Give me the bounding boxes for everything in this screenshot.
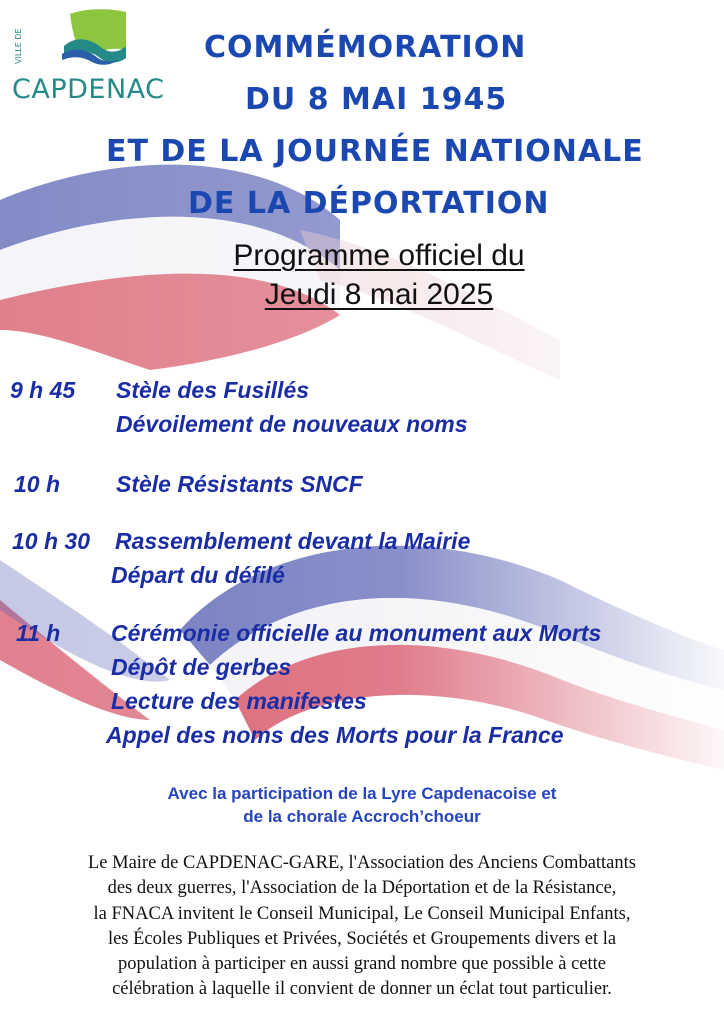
schedule-item: Stèle des Fusillés xyxy=(116,377,310,403)
participation-line-1: Avec la participation de la Lyre Capdenacoise et xyxy=(167,784,557,803)
invitation-line: les Écoles Publiques et Privées, Sociétés et Groupements divers et la xyxy=(107,928,617,949)
schedule-item: Lecture des manifestes xyxy=(111,688,367,714)
logo-small-text: VILLE DE xyxy=(14,28,23,64)
title-line-3: ET DE LA JOURNÉE NATIONALE xyxy=(106,134,644,169)
schedule-item: Départ du défilé xyxy=(111,562,285,588)
invitation-line: population à participer en aussi grand nombre que possible à cette xyxy=(117,954,607,975)
invitation-text xyxy=(0,851,724,1003)
invitation-line: célébration à laquelle il convient de donner un éclat tout particulier. xyxy=(112,979,612,1000)
logo-name: CAPDENAC xyxy=(12,74,165,105)
participation-line-2: de la chorale Accroch’choeur xyxy=(243,807,481,826)
participation-note xyxy=(0,782,724,828)
schedule-item: Dépôt de gerbes xyxy=(111,654,292,680)
schedule-item: Stèle Résistants SNCF xyxy=(116,471,363,497)
schedule-item: Dévoilement de nouveaux noms xyxy=(116,411,468,437)
schedule-item: Rassemblement devant la Mairie xyxy=(115,528,471,554)
schedule-time: 10 h 30 xyxy=(12,528,90,554)
schedule-item: Cérémonie officielle au monument aux Morts xyxy=(111,620,602,646)
schedule-time: 11 h xyxy=(16,620,61,646)
invitation-line: Le Maire de CAPDENAC-GARE, l'Association des Anciens Combattants xyxy=(88,853,636,873)
title-line-4: DE LA DÉPORTATION xyxy=(188,186,550,221)
title-line-1: COMMÉMORATION xyxy=(204,30,527,65)
schedule-item: Appel des noms des Morts pour la France xyxy=(106,722,564,748)
invitation-line: la FNACA invitent le Conseil Municipal, Le Conseil Municipal Enfants, xyxy=(93,903,631,924)
logo-mark-icon xyxy=(60,6,130,66)
invitation-line: des deux guerres, l'Association de la Déportation et de la Résistance, xyxy=(107,878,617,899)
capdenac-logo xyxy=(10,6,170,106)
title-line-2: DU 8 MAI 1945 xyxy=(245,82,508,117)
subtitle-line-2: Jeudi 8 mai 2025 xyxy=(264,278,494,311)
schedule-time: 9 h 45 xyxy=(10,377,76,403)
subtitle-line-1: Programme officiel du xyxy=(233,239,525,272)
schedule-time: 10 h xyxy=(14,471,61,497)
